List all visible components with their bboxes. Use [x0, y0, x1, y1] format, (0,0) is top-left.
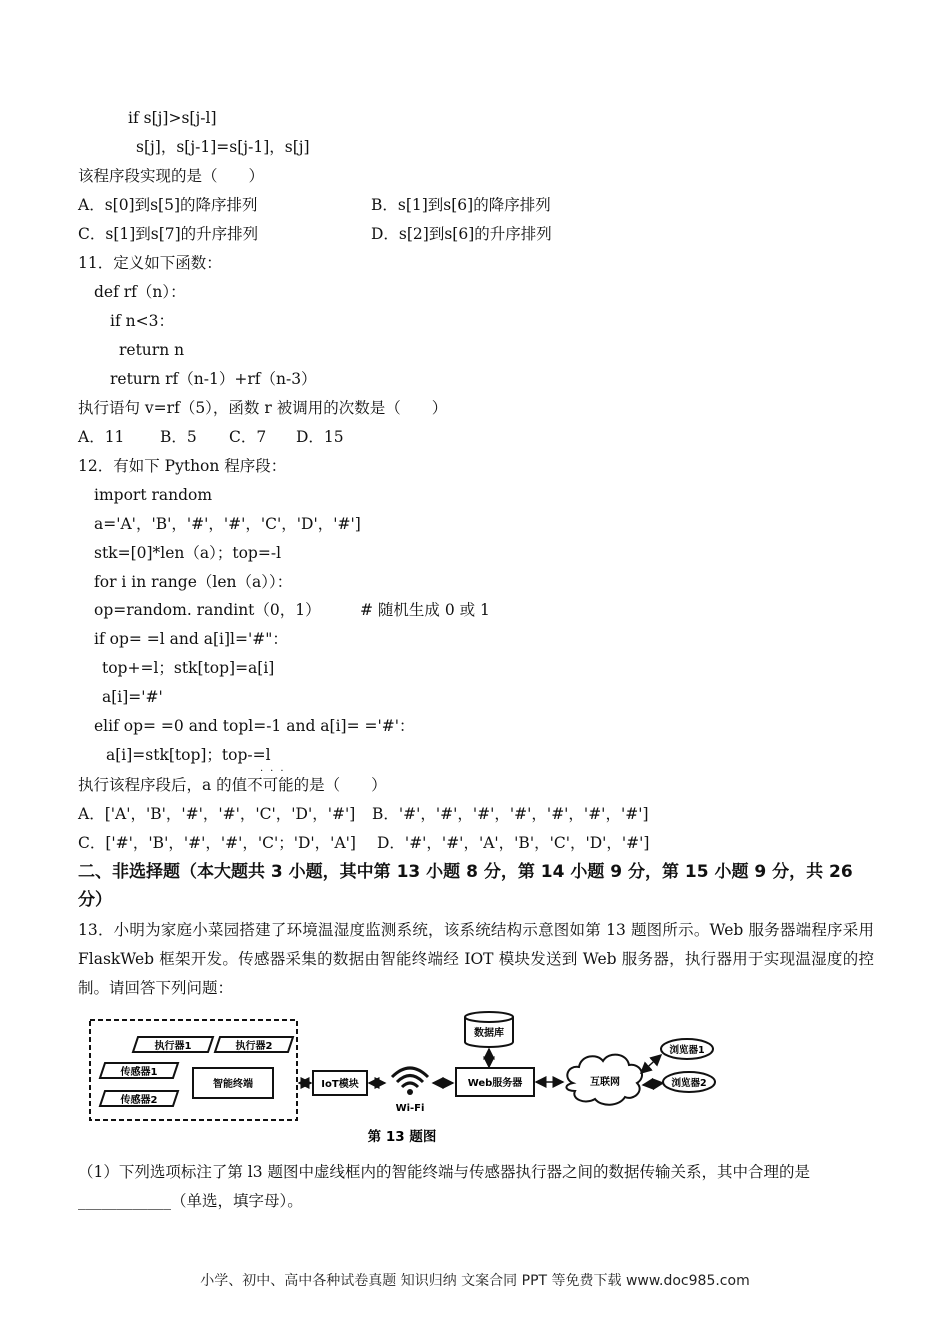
- q10-option-d: D．s[2]到s[6]的升序排列: [371, 225, 552, 243]
- sensor-1-label: 传感器1: [120, 1067, 158, 1078]
- q10-option-a: A．s[0]到s[5]的降序排列: [78, 196, 258, 214]
- system-diagram: [85, 1005, 725, 1150]
- q10-code-line-2: s[j]，s[j-1]=s[j-1]，s[j]: [136, 138, 310, 156]
- q10-option-b: B．s[1]到s[6]的降序排列: [371, 196, 551, 214]
- section-heading-line-1: 二、非选择题（本大题共 3 小题，其中第 13 小题 8 分，第 14 小题 9 分，第 15 小题 9 分，共 26: [78, 862, 853, 882]
- q11-option-b: B．5: [160, 428, 197, 446]
- q12-code-line-1: import random: [94, 486, 213, 504]
- q10-stem: 该程序段实现的是（ ）: [78, 167, 265, 185]
- q11-code-line-4: return rf（n-1）+rf（n-3）: [110, 370, 317, 388]
- actuator-2-label: 执行器2: [235, 1041, 273, 1052]
- wifi-icon: [392, 1068, 428, 1095]
- database-label: 数据库: [474, 1028, 504, 1039]
- q12-code-line-5: op=random. randint（0，1）: [94, 601, 321, 619]
- browser-2-label: 浏览器2: [671, 1078, 707, 1089]
- q12-code-line-2: a='A'，'B'，'#'，'#'，'C'，'D'，'#']: [94, 515, 361, 533]
- q11-title: 11．定义如下函数：: [78, 254, 222, 272]
- q13-sub1-line-2: ____________（单选，填字母）。: [78, 1192, 303, 1210]
- q12-code-line-6: if op= =l and a[i]l='#"：: [94, 630, 288, 648]
- q13-sub1-line-1: （1）下列选项标注了第 l3 题图中虚线框内的智能终端与传感器执行器之间的数据传输关系，其中合理的是: [78, 1163, 811, 1181]
- q11-code-line-1: def rf（n）：: [94, 283, 186, 301]
- q12-option-d: D．'#'，'#'，'A'，'B'，'C'，'D'，'#']: [377, 834, 650, 852]
- q11-code-line-2: if n<3：: [110, 312, 174, 330]
- q12-option-a: A．['A'，'B'，'#'，'#'，'C'，'D'，'#']: [78, 805, 356, 823]
- q12-code-line-10: a[i]=stk[top]；top-=l: [106, 746, 271, 764]
- q12-code-line-8: a[i]='#': [102, 688, 163, 706]
- page-footer: 小学、初中、高中各种试卷真题 知识归纳 文案合同 PPT 等免费下载 www.doc985.com: [200, 1273, 750, 1289]
- q10-option-c: C．s[1]到s[7]的升序排列: [78, 225, 259, 243]
- q11-stem: 执行语句 v=rf（5），函数 r 被调用的次数是（ ）: [78, 399, 448, 417]
- q12-option-c: C．['#'，'B'，'#'，'#'，'C'；'D'，'A']: [78, 834, 356, 852]
- q11-option-d: D．15: [296, 428, 344, 446]
- emphasis-dots: ...: [260, 763, 291, 774]
- q12-code-comment: # 随机生成 0 或 1: [360, 601, 490, 619]
- q11-option-a: A．11: [78, 428, 125, 446]
- internet-label: 互联网: [590, 1077, 620, 1088]
- browser-1-label: 浏览器1: [669, 1045, 705, 1056]
- web-server-label: Web服务器: [467, 1078, 523, 1089]
- q10-code-line-1: if s[j]>s[j-l]: [128, 109, 217, 127]
- section-heading-line-2: 分）: [78, 890, 112, 910]
- smart-terminal-label: 智能终端: [213, 1079, 253, 1090]
- q12-code-line-4: for i in range（len（a））：: [94, 573, 293, 591]
- q11-option-c: C．7: [229, 428, 267, 446]
- actuator-1-label: 执行器1: [154, 1041, 192, 1052]
- q12-title: 12．有如下 Python 程序段：: [78, 457, 287, 475]
- iot-module-label: IoT模块: [321, 1079, 359, 1090]
- figure-caption: 第 13 题图: [367, 1129, 437, 1145]
- wifi-label: Wi-Fi: [395, 1103, 425, 1114]
- q11-code-line-3: return n: [119, 341, 185, 359]
- q13-intro: 13．小明为家庭小菜园搭建了环境温湿度监测系统，该系统结构示意图如第 13 题图所示。Web 服务器端程序采用 FlaskWeb 框架开发。传感器采集的数据由智能终端经 IOT 模块发送到 Web 服务器，执行器用于实现温湿度的控制。请回答下列问题：: [78, 921, 874, 997]
- q12-code-line-9: elif op= =0 and topl=-1 and a[i]= ='#'：: [94, 717, 415, 735]
- q12-option-b: B．'#'，'#'，'#'，'#'，'#'，'#'，'#']: [372, 805, 649, 823]
- q12-stem: 执行该程序段后，a 的值不可能的是（ ）: [78, 776, 387, 794]
- sensor-2-label: 传感器2: [120, 1095, 158, 1106]
- q12-code-line-7: top+=l；stk[top]=a[i]: [102, 659, 275, 677]
- q12-code-line-3: stk=[0]*len（a）；top=-l: [94, 544, 282, 562]
